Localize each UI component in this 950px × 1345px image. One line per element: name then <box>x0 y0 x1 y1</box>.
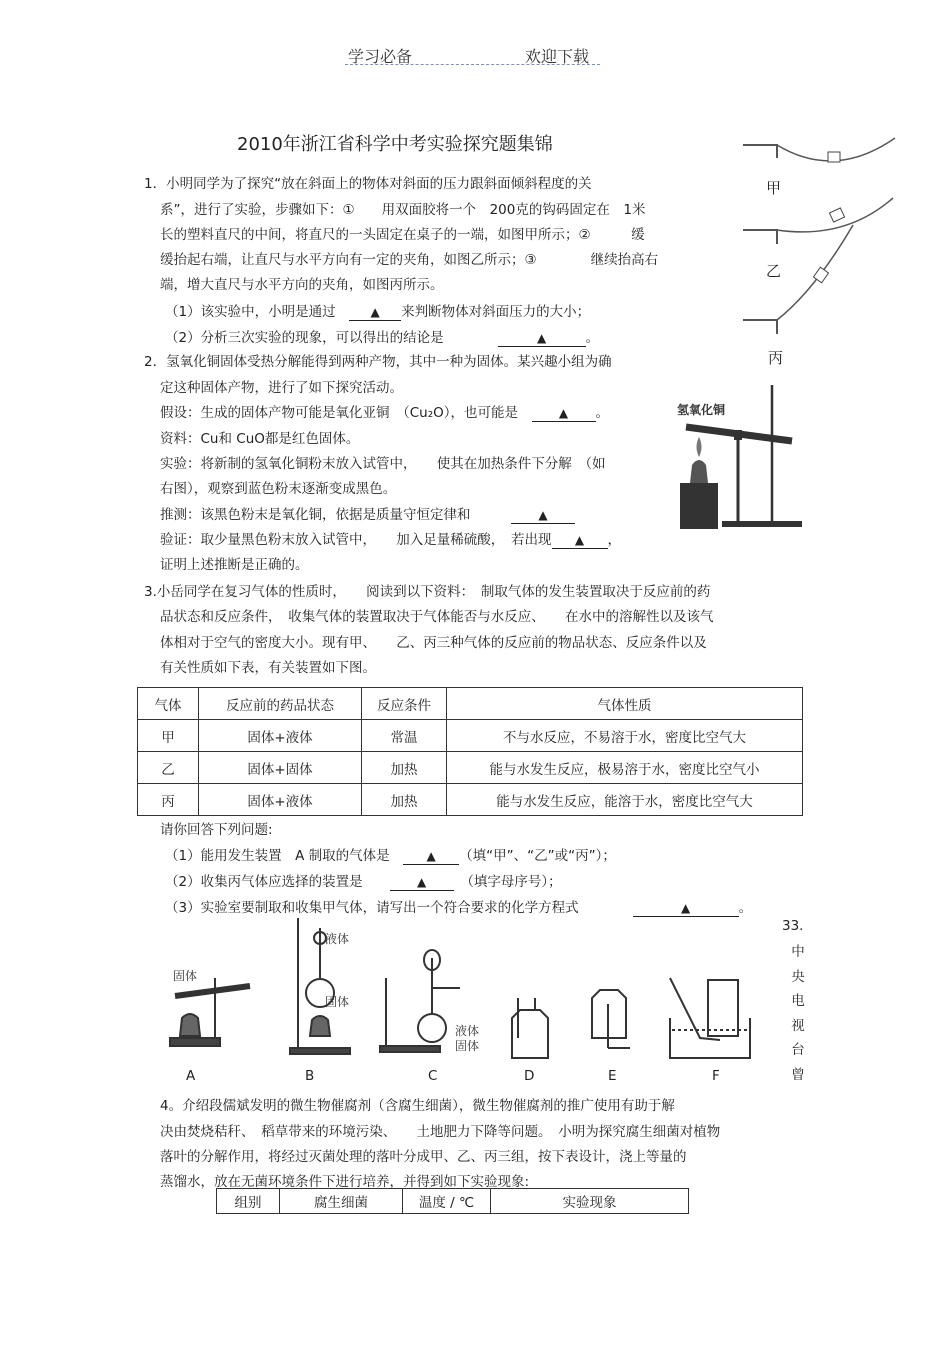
answer-blank[interactable]: ▲ <box>349 305 401 321</box>
table-edge-bing <box>743 320 777 334</box>
header-cell: 反应条件 <box>362 688 447 720</box>
q2-hypothesis: 假设：生成的固体产物可能是氧化亚铜 （Cu₂O），也可能是 ▲ 。 <box>160 405 610 421</box>
apparatus-e <box>592 990 630 1048</box>
apparatus-label-f: F <box>712 1068 720 1084</box>
table-header-row <box>217 1189 689 1214</box>
incline-figure <box>735 130 900 370</box>
table-cell: 固体+固体 <box>199 752 362 784</box>
q2-conclusion: 证明上述推断是正确的。 <box>160 557 309 573</box>
q3-ask: 请你回答下列问题: <box>160 822 273 838</box>
apparatus-label-d: D <box>524 1068 535 1084</box>
flame-icon <box>697 437 702 457</box>
q2-inference: 推测：该黑色粉末是氧化铜，依据是质量守恒定律和 ▲ <box>160 503 575 524</box>
answer-blank[interactable]: ▲ <box>390 875 454 891</box>
apparatus-label-c: C <box>428 1068 438 1084</box>
table-cell: 不与水反应，不易溶于水，密度比空气大 <box>447 720 803 752</box>
q3-sub1: （1）能用发生装置 A 制取的气体是 ▲ （填“甲”、“乙”或“丙”）； <box>165 848 616 864</box>
side-vertical-text: 中 央 电 视 台 曾 <box>791 944 805 1083</box>
answer-blank[interactable]: ▲ <box>403 849 459 865</box>
apparatus-label-a: A <box>186 1068 196 1084</box>
q1-line-4: 缓抬起右端，让直尺与水平方向有一定的夹角，如图乙所示；③ 继续抬高右 <box>160 252 659 268</box>
q3-line-4: 有关性质如下表，有关装置如下图。 <box>160 660 376 676</box>
weight-jia <box>828 152 840 162</box>
q2-exp-1: 实验：将新制的氢氧化铜粉末放入试管中， 使其在加热条件下分解 （如 <box>160 456 606 472</box>
header-cell: 气体 <box>138 688 199 720</box>
table-cell: 加热 <box>362 752 447 784</box>
label-solid-b: 固体 <box>325 995 350 1009</box>
table-cell: 乙 <box>138 752 199 784</box>
header-left: 学习必备 <box>348 47 413 66</box>
apparatus-label-b: B <box>305 1068 315 1084</box>
label-liquid-b: 液体 <box>325 932 350 946</box>
fig-label-yi: 乙 <box>766 262 782 280</box>
q4-line-3: 落叶的分解作用，将经过灭菌处理的落叶分成甲、乙、丙三组，按下表设计，浇上等量的 <box>160 1149 687 1165</box>
q1-line-2: 系”，进行了实验，步骤如下：① 用双面胶将一个 200克的钩码固定在 1米 <box>160 202 646 218</box>
table-cell: 丙 <box>138 784 199 816</box>
q3-line-3: 体相对于空气的密度大小。现有甲、 乙、丙三种气体的反应前的物品状态、反应条件以及 <box>160 635 707 651</box>
q2-exp-2: 右图），观察到蓝色粉末逐渐变成黑色。 <box>160 481 397 497</box>
q1-line-5: 端，增大直尺与水平方向的夹角，如图丙所示。 <box>160 277 444 293</box>
q2-line-1: 2．氢氧化铜固体受热分解能得到两种产物，其中一种为固体。某兴趣小组为确 <box>144 354 612 370</box>
table-row <box>138 720 803 752</box>
weight-yi <box>829 208 844 222</box>
answer-blank[interactable]: ▲ <box>498 331 586 347</box>
q3-sub2: （2）收集丙气体应选择的装置是 ▲ （填字母序号）； <box>165 874 562 890</box>
q4-line-2: 决由焚烧秸秆、 稻草带来的环境污染、 土地肥力下降等问题。 小明为探究腐生细菌对植物 <box>160 1124 721 1140</box>
label-solid-a: 固体 <box>173 969 198 983</box>
side-number: 33. <box>782 918 804 934</box>
q1-line-3: 长的塑料直尺的中间，将直尺的一头固定在桌子的一端，如图甲所示；② 缓 <box>160 227 645 243</box>
header-cell: 实验现象 <box>491 1189 689 1214</box>
answer-blank[interactable]: ▲ <box>532 406 596 422</box>
answer-blank[interactable]: ▲ <box>511 508 575 524</box>
burner-block <box>680 483 718 529</box>
q3-line-1: 3.小岳同学在复习气体的性质时， 阅读到以下资料： 制取气体的发生装置取决于反应前的药 <box>144 584 711 600</box>
fig-label-bing: 丙 <box>768 349 784 367</box>
table-cell: 固体+液体 <box>199 784 362 816</box>
table-cell: 能与水发生反应，能溶于水，密度比空气大 <box>447 784 803 816</box>
table-cell: 能与水发生反应，极易溶于水，密度比空气小 <box>447 752 803 784</box>
header-right: 欢迎下载 <box>525 47 590 66</box>
table-row <box>138 784 803 816</box>
q2-info: 资料：Cu和 CuO都是红色固体。 <box>160 431 360 447</box>
q4-line-1: 4。介绍段儒斌发明的微生物催腐剂（含腐生细菌），微生物催腐剂的推广使用有助于解 <box>160 1098 675 1114</box>
table-header-row <box>138 688 803 720</box>
answer-blank[interactable]: ▲ <box>633 901 739 917</box>
header-cell: 反应前的药品状态 <box>199 688 362 720</box>
header-cell: 组别 <box>217 1189 280 1214</box>
header-cell: 温度 / ℃ <box>403 1189 491 1214</box>
label-solid-c: 固体 <box>455 1039 480 1053</box>
q3-line-2: 品状态和反应条件， 收集气体的装置取决于气体能否与水反应、 在水中的溶解性以及该气 <box>160 609 714 625</box>
answer-blank[interactable]: ▲ <box>552 533 608 549</box>
q4-line-4: 蒸馏水，放在无菌环境条件下进行培养，并得到如下实验现象: <box>160 1174 530 1190</box>
apparatus-label-e: E <box>608 1068 617 1084</box>
table-edge-jia <box>743 145 777 158</box>
alcohol-lamp <box>690 460 708 483</box>
label-liquid-c: 液体 <box>455 1024 480 1038</box>
fig-label-jia: 甲 <box>766 179 782 197</box>
q1-sub2: （2）分析三次实验的现象，可以得出的结论是 ▲ 。 <box>165 330 600 346</box>
q2-line-2: 定这种固体产物，进行了如下探究活动。 <box>160 380 403 396</box>
ruler-bing <box>777 225 853 320</box>
apparatus-d <box>512 998 548 1058</box>
stand-base <box>722 521 802 527</box>
fig-label-copper-hydroxide: 氢氧化铜 <box>677 403 726 417</box>
header-cell: 气体性质 <box>447 688 803 720</box>
bacteria-experiment-table <box>216 1188 689 1214</box>
header-cell: 腐生细菌 <box>280 1189 403 1214</box>
apparatus-a <box>170 978 250 1046</box>
table-edge-yi <box>743 230 777 244</box>
q2-verify: 验证：取少量黑色粉末放入试管中， 加入足量稀硫酸， 若出现 ▲ ， <box>160 532 621 548</box>
header-divider <box>345 64 600 65</box>
q1-sub1: （1）该实验中，小明是通过 ▲ 来判断物体对斜面压力的大小； <box>165 304 591 320</box>
page-title: 2010年浙江省科学中考实验探究题集锦 <box>237 134 553 155</box>
apparatus-f <box>670 978 750 1058</box>
apparatus-c <box>380 950 460 1052</box>
table-cell: 甲 <box>138 720 199 752</box>
q1-line-1: 1．小明同学为了探究“放在斜面上的物体对斜面的压力跟斜面倾斜程度的关 <box>144 176 592 192</box>
table-cell: 固体+液体 <box>199 720 362 752</box>
table-cell: 加热 <box>362 784 447 816</box>
gas-properties-table <box>137 687 803 816</box>
q3-sub3: （3）实验室要制取和收集甲气体，请写出一个符合要求的化学方程式 ▲ 。 <box>165 900 753 916</box>
table-cell: 常温 <box>362 720 447 752</box>
table-row <box>138 752 803 784</box>
